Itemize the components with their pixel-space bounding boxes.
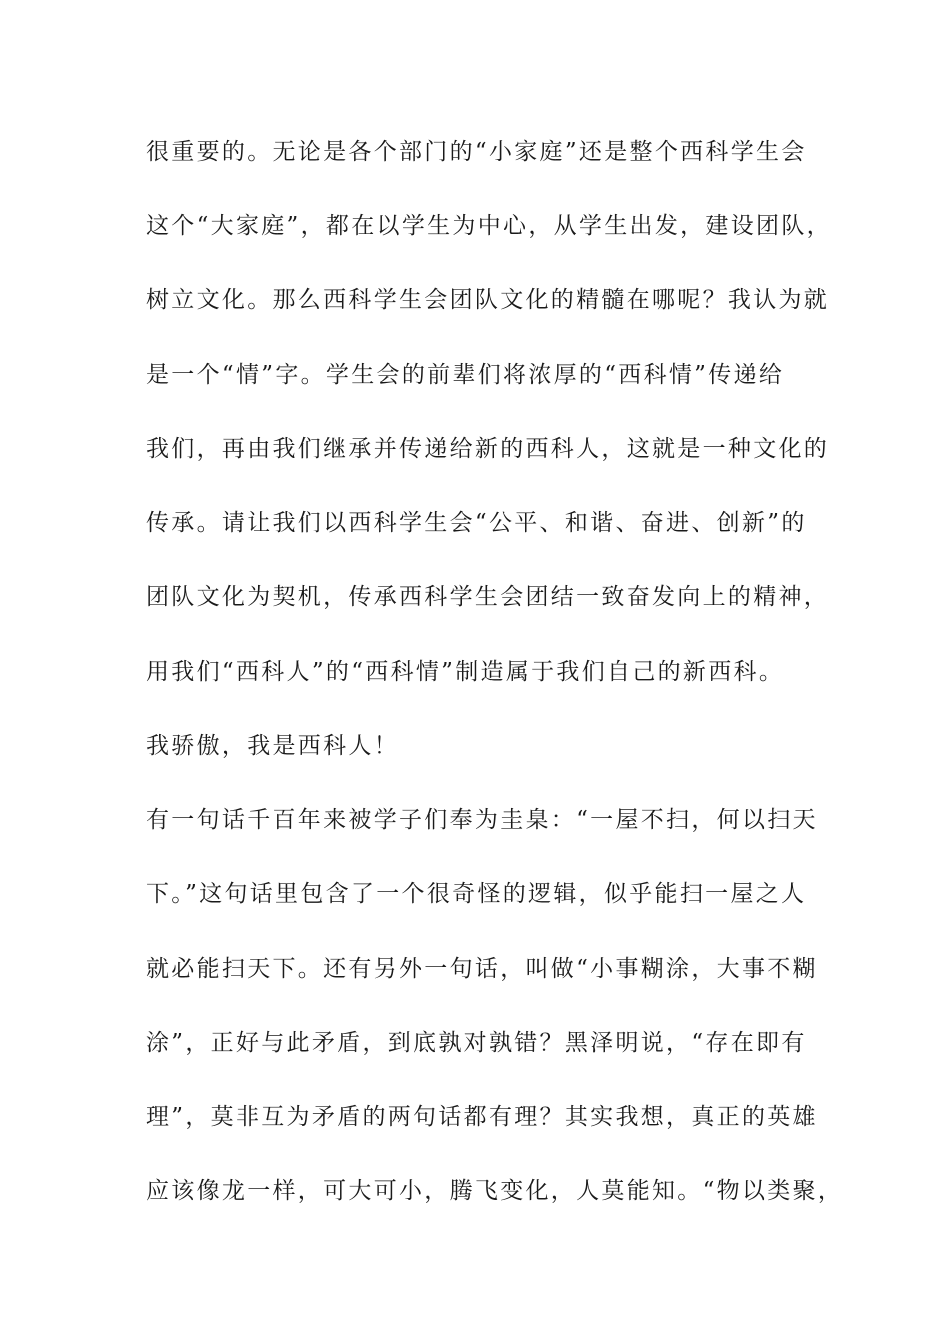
text-line-6: 传承。请让我们以西科学生会“公平、和谐、奋进、创新”的 [146, 510, 807, 536]
text-line-11: 下。”这句话里包含了一个很奇怪的逻辑，似乎能扫一屋之人 [146, 881, 807, 907]
text-line-8: 用我们“西科人”的“西科情”制造属于我们自己的新西科。 [146, 659, 785, 685]
text-line-10: 有一句话千百年来被学子们奉为圭臬：“一屋不扫，何以扫天 [146, 807, 818, 833]
text-line-5: 我们，再由我们继承并传递给新的西科人，这就是一种文化的 [146, 436, 830, 462]
text-line-7: 团队文化为契机，传承西科学生会团结一致奋发向上的精神， [146, 584, 830, 610]
text-line-12: 就必能扫天下。还有另外一句话，叫做“小事糊涂，大事不糊 [146, 956, 818, 982]
text-line-13: 涂”，正好与此矛盾，到底孰对孰错？黑泽明说，“存在即有 [146, 1030, 807, 1056]
text-line-1: 很重要的。无论是各个部门的“小家庭”还是整个西科学生会 [146, 139, 807, 165]
text-line-9: 我骄傲，我是西科人！ [146, 733, 399, 759]
text-line-4: 是一个“情”字。学生会的前辈们将浓厚的“西科情”传递给 [146, 362, 785, 388]
text-line-15: 应该像龙一样，可大可小，腾飞变化，人莫能知。“物以类聚， [146, 1178, 844, 1204]
text-line-14: 理”，莫非互为矛盾的两句话都有理？其实我想，真正的英雄 [146, 1104, 818, 1130]
text-line-3: 树立文化。那么西科学生会团队文化的精髓在哪呢？我认为就 [146, 287, 830, 313]
text-line-2: 这个“大家庭”，都在以学生为中心，从学生出发，建设团队， [146, 213, 832, 239]
